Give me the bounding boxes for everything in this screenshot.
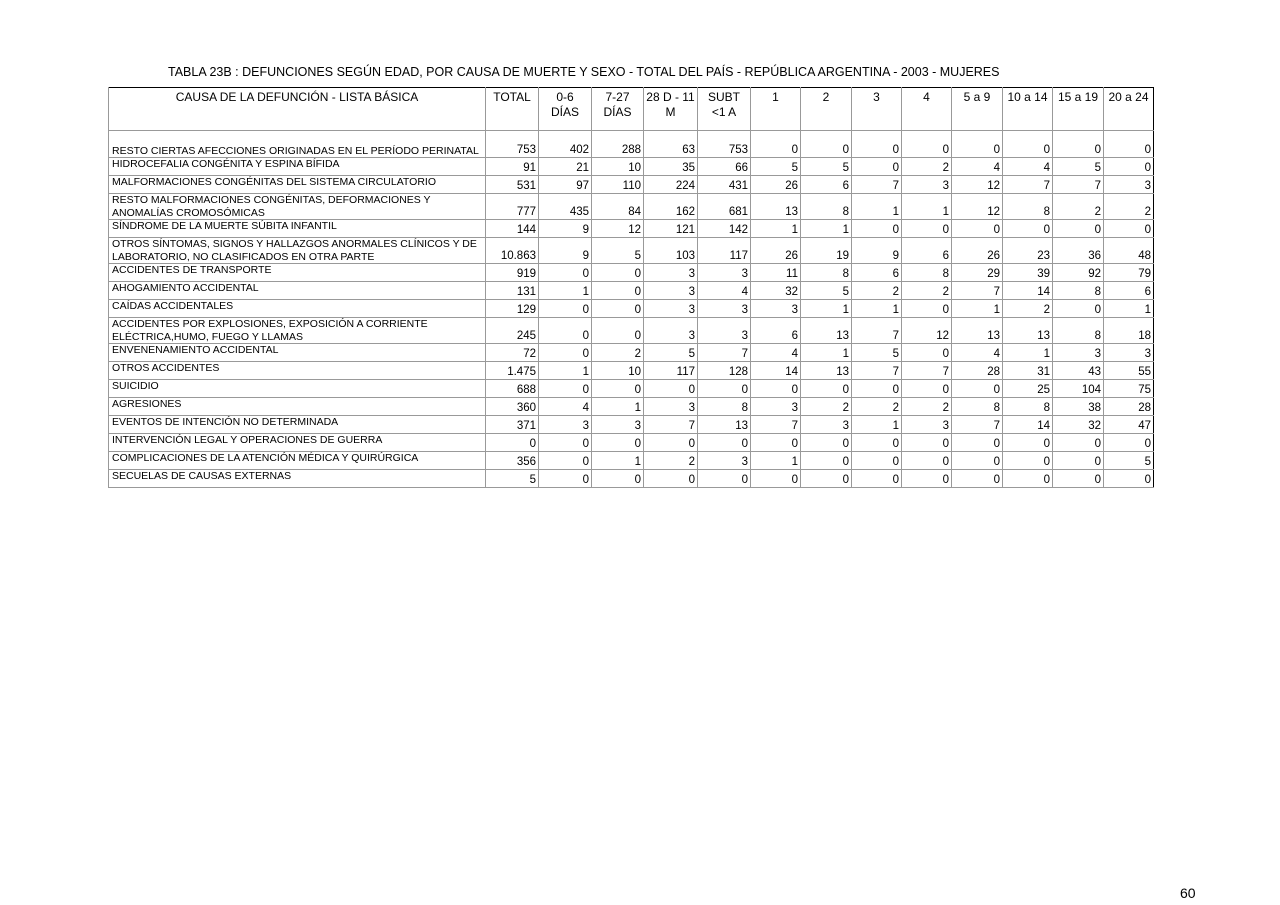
value-cell: 0 xyxy=(1104,434,1154,452)
value-cell: 0 xyxy=(952,380,1003,398)
cause-cell: CAÍDAS ACCIDENTALES xyxy=(109,300,486,318)
value-cell: 3 xyxy=(751,300,801,318)
value-cell: 3 xyxy=(644,398,698,416)
value-cell: 3 xyxy=(1104,176,1154,194)
value-cell: 5 xyxy=(852,344,902,362)
column-header: 10 a 14 xyxy=(1003,88,1053,131)
value-cell: 1 xyxy=(852,300,902,318)
cause-cell: SUICIDIO xyxy=(109,380,486,398)
value-cell: 1 xyxy=(592,398,644,416)
cause-cell: RESTO CIERTAS AFECCIONES ORIGINADAS EN EL PERÍODO PERINATAL xyxy=(109,131,486,158)
value-cell: 7 xyxy=(751,416,801,434)
value-cell: 0 xyxy=(852,158,902,176)
table-row xyxy=(109,470,1154,488)
value-cell: 0 xyxy=(592,264,644,282)
value-cell: 14 xyxy=(751,362,801,380)
cause-cell: OTROS ACCIDENTES xyxy=(109,362,486,380)
value-cell: 245 xyxy=(486,318,539,344)
value-cell: 8 xyxy=(1053,318,1104,344)
value-cell: 8 xyxy=(801,194,852,220)
value-cell: 12 xyxy=(952,176,1003,194)
value-cell: 18 xyxy=(1104,318,1154,344)
cause-cell: HIDROCEFALIA CONGÉNITA Y ESPINA BÍFIDA xyxy=(109,158,486,176)
cause-cell: INTERVENCIÓN LEGAL Y OPERACIONES DE GUERRA xyxy=(109,434,486,452)
value-cell: 0 xyxy=(592,300,644,318)
value-cell: 26 xyxy=(751,238,801,264)
value-cell: 0 xyxy=(539,380,592,398)
value-cell: 10 xyxy=(592,158,644,176)
value-cell: 7 xyxy=(698,344,751,362)
value-cell: 0 xyxy=(952,434,1003,452)
value-cell: 3 xyxy=(644,264,698,282)
value-cell: 5 xyxy=(801,158,852,176)
value-cell: 0 xyxy=(539,470,592,488)
value-cell: 0 xyxy=(539,344,592,362)
value-cell: 531 xyxy=(486,176,539,194)
column-header-cause: CAUSA DE LA DEFUNCIÓN - LISTA BÁSICA xyxy=(109,88,486,131)
value-cell: 5 xyxy=(486,470,539,488)
value-cell: 13 xyxy=(801,318,852,344)
value-cell: 97 xyxy=(539,176,592,194)
table-row xyxy=(109,416,1154,434)
value-cell: 8 xyxy=(902,264,952,282)
value-cell: 688 xyxy=(486,380,539,398)
value-cell: 66 xyxy=(698,158,751,176)
value-cell: 7 xyxy=(1003,176,1053,194)
cause-cell: AHOGAMIENTO ACCIDENTAL xyxy=(109,282,486,300)
table-row xyxy=(109,264,1154,282)
table-row xyxy=(109,176,1154,194)
value-cell: 48 xyxy=(1104,238,1154,264)
cause-cell: EVENTOS DE INTENCIÓN NO DETERMINADA xyxy=(109,416,486,434)
value-cell: 0 xyxy=(1053,434,1104,452)
value-cell: 7 xyxy=(644,416,698,434)
value-cell: 55 xyxy=(1104,362,1154,380)
value-cell: 2 xyxy=(902,158,952,176)
value-cell: 6 xyxy=(751,318,801,344)
value-cell: 3 xyxy=(1053,344,1104,362)
value-cell: 11 xyxy=(751,264,801,282)
column-header: 28 D - 11 M xyxy=(644,88,698,131)
value-cell: 0 xyxy=(952,220,1003,238)
value-cell: 2 xyxy=(1104,194,1154,220)
value-cell: 3 xyxy=(539,416,592,434)
value-cell: 3 xyxy=(902,416,952,434)
table-row xyxy=(109,220,1154,238)
value-cell: 0 xyxy=(539,452,592,470)
cause-cell: SÍNDROME DE LA MUERTE SÚBITA INFANTIL xyxy=(109,220,486,238)
value-cell: 29 xyxy=(952,264,1003,282)
value-cell: 5 xyxy=(1104,452,1154,470)
value-cell: 360 xyxy=(486,398,539,416)
column-header: 3 xyxy=(852,88,902,131)
value-cell: 0 xyxy=(952,131,1003,158)
value-cell: 431 xyxy=(698,176,751,194)
column-header: SUBT <1 A xyxy=(698,88,751,131)
column-header: 15 a 19 xyxy=(1053,88,1104,131)
value-cell: 0 xyxy=(902,434,952,452)
value-cell: 43 xyxy=(1053,362,1104,380)
value-cell: 0 xyxy=(1104,131,1154,158)
value-cell: 142 xyxy=(698,220,751,238)
value-cell: 3 xyxy=(902,176,952,194)
value-cell: 402 xyxy=(539,131,592,158)
value-cell: 6 xyxy=(902,238,952,264)
value-cell: 4 xyxy=(1003,158,1053,176)
value-cell: 1 xyxy=(801,300,852,318)
value-cell: 3 xyxy=(751,398,801,416)
value-cell: 32 xyxy=(751,282,801,300)
value-cell: 35 xyxy=(644,158,698,176)
value-cell: 36 xyxy=(1053,238,1104,264)
value-cell: 75 xyxy=(1104,380,1154,398)
value-cell: 10 xyxy=(592,362,644,380)
value-cell: 0 xyxy=(539,300,592,318)
value-cell: 753 xyxy=(698,131,751,158)
value-cell: 1 xyxy=(852,416,902,434)
table-row xyxy=(109,362,1154,380)
value-cell: 8 xyxy=(698,398,751,416)
value-cell: 7 xyxy=(902,362,952,380)
value-cell: 0 xyxy=(644,380,698,398)
value-cell: 2 xyxy=(801,398,852,416)
value-cell: 14 xyxy=(1003,282,1053,300)
value-cell: 1 xyxy=(1003,344,1053,362)
value-cell: 0 xyxy=(952,470,1003,488)
value-cell: 0 xyxy=(852,131,902,158)
value-cell: 8 xyxy=(1003,194,1053,220)
value-cell: 753 xyxy=(486,131,539,158)
value-cell: 9 xyxy=(852,238,902,264)
value-cell: 110 xyxy=(592,176,644,194)
value-cell: 1 xyxy=(539,282,592,300)
value-cell: 0 xyxy=(1104,158,1154,176)
value-cell: 0 xyxy=(486,434,539,452)
value-cell: 2 xyxy=(902,282,952,300)
value-cell: 2 xyxy=(1053,194,1104,220)
value-cell: 1 xyxy=(952,300,1003,318)
data-table xyxy=(108,87,1154,488)
value-cell: 0 xyxy=(698,470,751,488)
header-row xyxy=(109,88,1154,131)
value-cell: 0 xyxy=(1053,300,1104,318)
value-cell: 0 xyxy=(592,470,644,488)
value-cell: 31 xyxy=(1003,362,1053,380)
cause-cell: ENVENENAMIENTO ACCIDENTAL xyxy=(109,344,486,362)
value-cell: 92 xyxy=(1053,264,1104,282)
table-row xyxy=(109,398,1154,416)
value-cell: 2 xyxy=(644,452,698,470)
value-cell: 1 xyxy=(801,344,852,362)
column-header: TOTAL xyxy=(486,88,539,131)
value-cell: 0 xyxy=(698,434,751,452)
value-cell: 21 xyxy=(539,158,592,176)
value-cell: 5 xyxy=(801,282,852,300)
cause-cell: OTROS SÍNTOMAS, SIGNOS Y HALLAZGOS ANORMALES CLÍNICOS Y DE LABORATORIO, NO CLASIFICADOS EN OTRA PARTE xyxy=(109,238,486,264)
value-cell: 14 xyxy=(1003,416,1053,434)
table-title: TABLA 23B : DEFUNCIONES SEGÚN EDAD, POR CAUSA DE MUERTE Y SEXO - TOTAL DEL PAÍS - REPÚBLICA ARGENTINA - 2003 - MUJERES xyxy=(168,65,1000,79)
value-cell: 2 xyxy=(592,344,644,362)
cause-cell: SECUELAS DE CAUSAS EXTERNAS xyxy=(109,470,486,488)
value-cell: 3 xyxy=(698,300,751,318)
value-cell: 0 xyxy=(801,434,852,452)
table-row xyxy=(109,318,1154,344)
value-cell: 3 xyxy=(644,282,698,300)
value-cell: 0 xyxy=(902,452,952,470)
value-cell: 7 xyxy=(952,416,1003,434)
value-cell: 777 xyxy=(486,194,539,220)
value-cell: 1 xyxy=(751,220,801,238)
value-cell: 13 xyxy=(698,416,751,434)
value-cell: 1 xyxy=(592,452,644,470)
value-cell: 38 xyxy=(1053,398,1104,416)
value-cell: 2 xyxy=(1003,300,1053,318)
value-cell: 371 xyxy=(486,416,539,434)
column-header: 0-6 DÍAS xyxy=(539,88,592,131)
value-cell: 8 xyxy=(801,264,852,282)
value-cell: 0 xyxy=(952,452,1003,470)
value-cell: 3 xyxy=(592,416,644,434)
value-cell: 0 xyxy=(852,452,902,470)
value-cell: 3 xyxy=(698,452,751,470)
value-cell: 0 xyxy=(902,300,952,318)
value-cell: 3 xyxy=(644,300,698,318)
value-cell: 2 xyxy=(852,398,902,416)
value-cell: 0 xyxy=(902,470,952,488)
value-cell: 0 xyxy=(1053,470,1104,488)
value-cell: 4 xyxy=(952,344,1003,362)
cause-cell: ACCIDENTES DE TRANSPORTE xyxy=(109,264,486,282)
value-cell: 0 xyxy=(852,380,902,398)
cause-cell: RESTO MALFORMACIONES CONGÉNITAS, DEFORMACIONES Y ANOMALÍAS CROMOSÓMICAS xyxy=(109,194,486,220)
value-cell: 0 xyxy=(751,131,801,158)
value-cell: 8 xyxy=(1053,282,1104,300)
table-row xyxy=(109,434,1154,452)
value-cell: 224 xyxy=(644,176,698,194)
table-row xyxy=(109,452,1154,470)
value-cell: 12 xyxy=(952,194,1003,220)
value-cell: 0 xyxy=(1003,452,1053,470)
cause-cell: ACCIDENTES POR EXPLOSIONES, EXPOSICIÓN A CORRIENTE ELÉCTRICA,HUMO, FUEGO Y LLAMAS xyxy=(109,318,486,344)
value-cell: 1 xyxy=(539,362,592,380)
page-number: 60 xyxy=(1180,885,1196,901)
value-cell: 5 xyxy=(592,238,644,264)
table-row xyxy=(109,344,1154,362)
value-cell: 435 xyxy=(539,194,592,220)
value-cell: 0 xyxy=(902,220,952,238)
value-cell: 1 xyxy=(902,194,952,220)
value-cell: 0 xyxy=(751,380,801,398)
value-cell: 356 xyxy=(486,452,539,470)
value-cell: 288 xyxy=(592,131,644,158)
value-cell: 6 xyxy=(1104,282,1154,300)
value-cell: 0 xyxy=(592,434,644,452)
value-cell: 0 xyxy=(1003,131,1053,158)
value-cell: 0 xyxy=(1003,434,1053,452)
table-row xyxy=(109,238,1154,264)
value-cell: 91 xyxy=(486,158,539,176)
cause-cell: AGRESIONES xyxy=(109,398,486,416)
value-cell: 23 xyxy=(1003,238,1053,264)
table-row xyxy=(109,380,1154,398)
value-cell: 0 xyxy=(1104,470,1154,488)
value-cell: 7 xyxy=(852,318,902,344)
value-cell: 121 xyxy=(644,220,698,238)
value-cell: 28 xyxy=(1104,398,1154,416)
value-cell: 6 xyxy=(852,264,902,282)
value-cell: 0 xyxy=(539,318,592,344)
value-cell: 0 xyxy=(801,452,852,470)
value-cell: 103 xyxy=(644,238,698,264)
value-cell: 32 xyxy=(1053,416,1104,434)
column-header: 7-27 DÍAS xyxy=(592,88,644,131)
value-cell: 0 xyxy=(592,282,644,300)
value-cell: 117 xyxy=(698,238,751,264)
value-cell: 144 xyxy=(486,220,539,238)
column-header: 5 a 9 xyxy=(952,88,1003,131)
table-row xyxy=(109,282,1154,300)
value-cell: 63 xyxy=(644,131,698,158)
value-cell: 4 xyxy=(751,344,801,362)
value-cell: 12 xyxy=(902,318,952,344)
column-header: 1 xyxy=(751,88,801,131)
value-cell: 104 xyxy=(1053,380,1104,398)
value-cell: 8 xyxy=(952,398,1003,416)
value-cell: 3 xyxy=(1104,344,1154,362)
value-cell: 0 xyxy=(592,318,644,344)
value-cell: 84 xyxy=(592,194,644,220)
value-cell: 26 xyxy=(751,176,801,194)
value-cell: 162 xyxy=(644,194,698,220)
value-cell: 9 xyxy=(539,220,592,238)
value-cell: 0 xyxy=(801,380,852,398)
value-cell: 5 xyxy=(1053,158,1104,176)
value-cell: 7 xyxy=(952,282,1003,300)
value-cell: 3 xyxy=(698,318,751,344)
value-cell: 26 xyxy=(952,238,1003,264)
value-cell: 3 xyxy=(698,264,751,282)
value-cell: 681 xyxy=(698,194,751,220)
value-cell: 47 xyxy=(1104,416,1154,434)
value-cell: 117 xyxy=(644,362,698,380)
value-cell: 0 xyxy=(801,470,852,488)
table-row xyxy=(109,300,1154,318)
value-cell: 4 xyxy=(539,398,592,416)
value-cell: 0 xyxy=(1104,220,1154,238)
value-cell: 0 xyxy=(1053,131,1104,158)
value-cell: 25 xyxy=(1003,380,1053,398)
value-cell: 6 xyxy=(801,176,852,194)
value-cell: 72 xyxy=(486,344,539,362)
value-cell: 10.863 xyxy=(486,238,539,264)
value-cell: 0 xyxy=(698,380,751,398)
value-cell: 2 xyxy=(852,282,902,300)
value-cell: 28 xyxy=(952,362,1003,380)
cause-cell: MALFORMACIONES CONGÉNITAS DEL SISTEMA CIRCULATORIO xyxy=(109,176,486,194)
cause-cell: COMPLICACIONES DE LA ATENCIÓN MÉDICA Y QUIRÚRGICA xyxy=(109,452,486,470)
value-cell: 39 xyxy=(1003,264,1053,282)
value-cell: 0 xyxy=(852,220,902,238)
table-row xyxy=(109,194,1154,220)
table-body xyxy=(109,131,1154,488)
value-cell: 0 xyxy=(592,380,644,398)
value-cell: 129 xyxy=(486,300,539,318)
value-cell: 1 xyxy=(852,194,902,220)
table-row xyxy=(109,131,1154,158)
column-header: 4 xyxy=(902,88,952,131)
value-cell: 0 xyxy=(1053,220,1104,238)
value-cell: 0 xyxy=(902,380,952,398)
value-cell: 0 xyxy=(751,470,801,488)
value-cell: 0 xyxy=(1003,220,1053,238)
value-cell: 1 xyxy=(751,452,801,470)
value-cell: 5 xyxy=(644,344,698,362)
table-row xyxy=(109,158,1154,176)
value-cell: 79 xyxy=(1104,264,1154,282)
value-cell: 0 xyxy=(852,470,902,488)
column-header: 20 a 24 xyxy=(1104,88,1154,131)
value-cell: 0 xyxy=(902,344,952,362)
value-cell: 128 xyxy=(698,362,751,380)
value-cell: 1 xyxy=(1104,300,1154,318)
value-cell: 1.475 xyxy=(486,362,539,380)
value-cell: 12 xyxy=(592,220,644,238)
value-cell: 3 xyxy=(644,318,698,344)
value-cell: 7 xyxy=(852,362,902,380)
value-cell: 0 xyxy=(539,434,592,452)
column-header: 2 xyxy=(801,88,852,131)
value-cell: 0 xyxy=(644,434,698,452)
value-cell: 13 xyxy=(952,318,1003,344)
value-cell: 0 xyxy=(1053,452,1104,470)
value-cell: 4 xyxy=(698,282,751,300)
value-cell: 0 xyxy=(751,434,801,452)
value-cell: 13 xyxy=(801,362,852,380)
value-cell: 13 xyxy=(1003,318,1053,344)
value-cell: 19 xyxy=(801,238,852,264)
value-cell: 7 xyxy=(852,176,902,194)
value-cell: 5 xyxy=(751,158,801,176)
value-cell: 0 xyxy=(852,434,902,452)
value-cell: 919 xyxy=(486,264,539,282)
value-cell: 13 xyxy=(751,194,801,220)
value-cell: 7 xyxy=(1053,176,1104,194)
value-cell: 8 xyxy=(1003,398,1053,416)
value-cell: 131 xyxy=(486,282,539,300)
value-cell: 1 xyxy=(801,220,852,238)
value-cell: 0 xyxy=(1003,470,1053,488)
value-cell: 4 xyxy=(952,158,1003,176)
value-cell: 0 xyxy=(902,131,952,158)
value-cell: 0 xyxy=(644,470,698,488)
value-cell: 0 xyxy=(539,264,592,282)
value-cell: 2 xyxy=(902,398,952,416)
value-cell: 9 xyxy=(539,238,592,264)
value-cell: 0 xyxy=(801,131,852,158)
value-cell: 3 xyxy=(801,416,852,434)
